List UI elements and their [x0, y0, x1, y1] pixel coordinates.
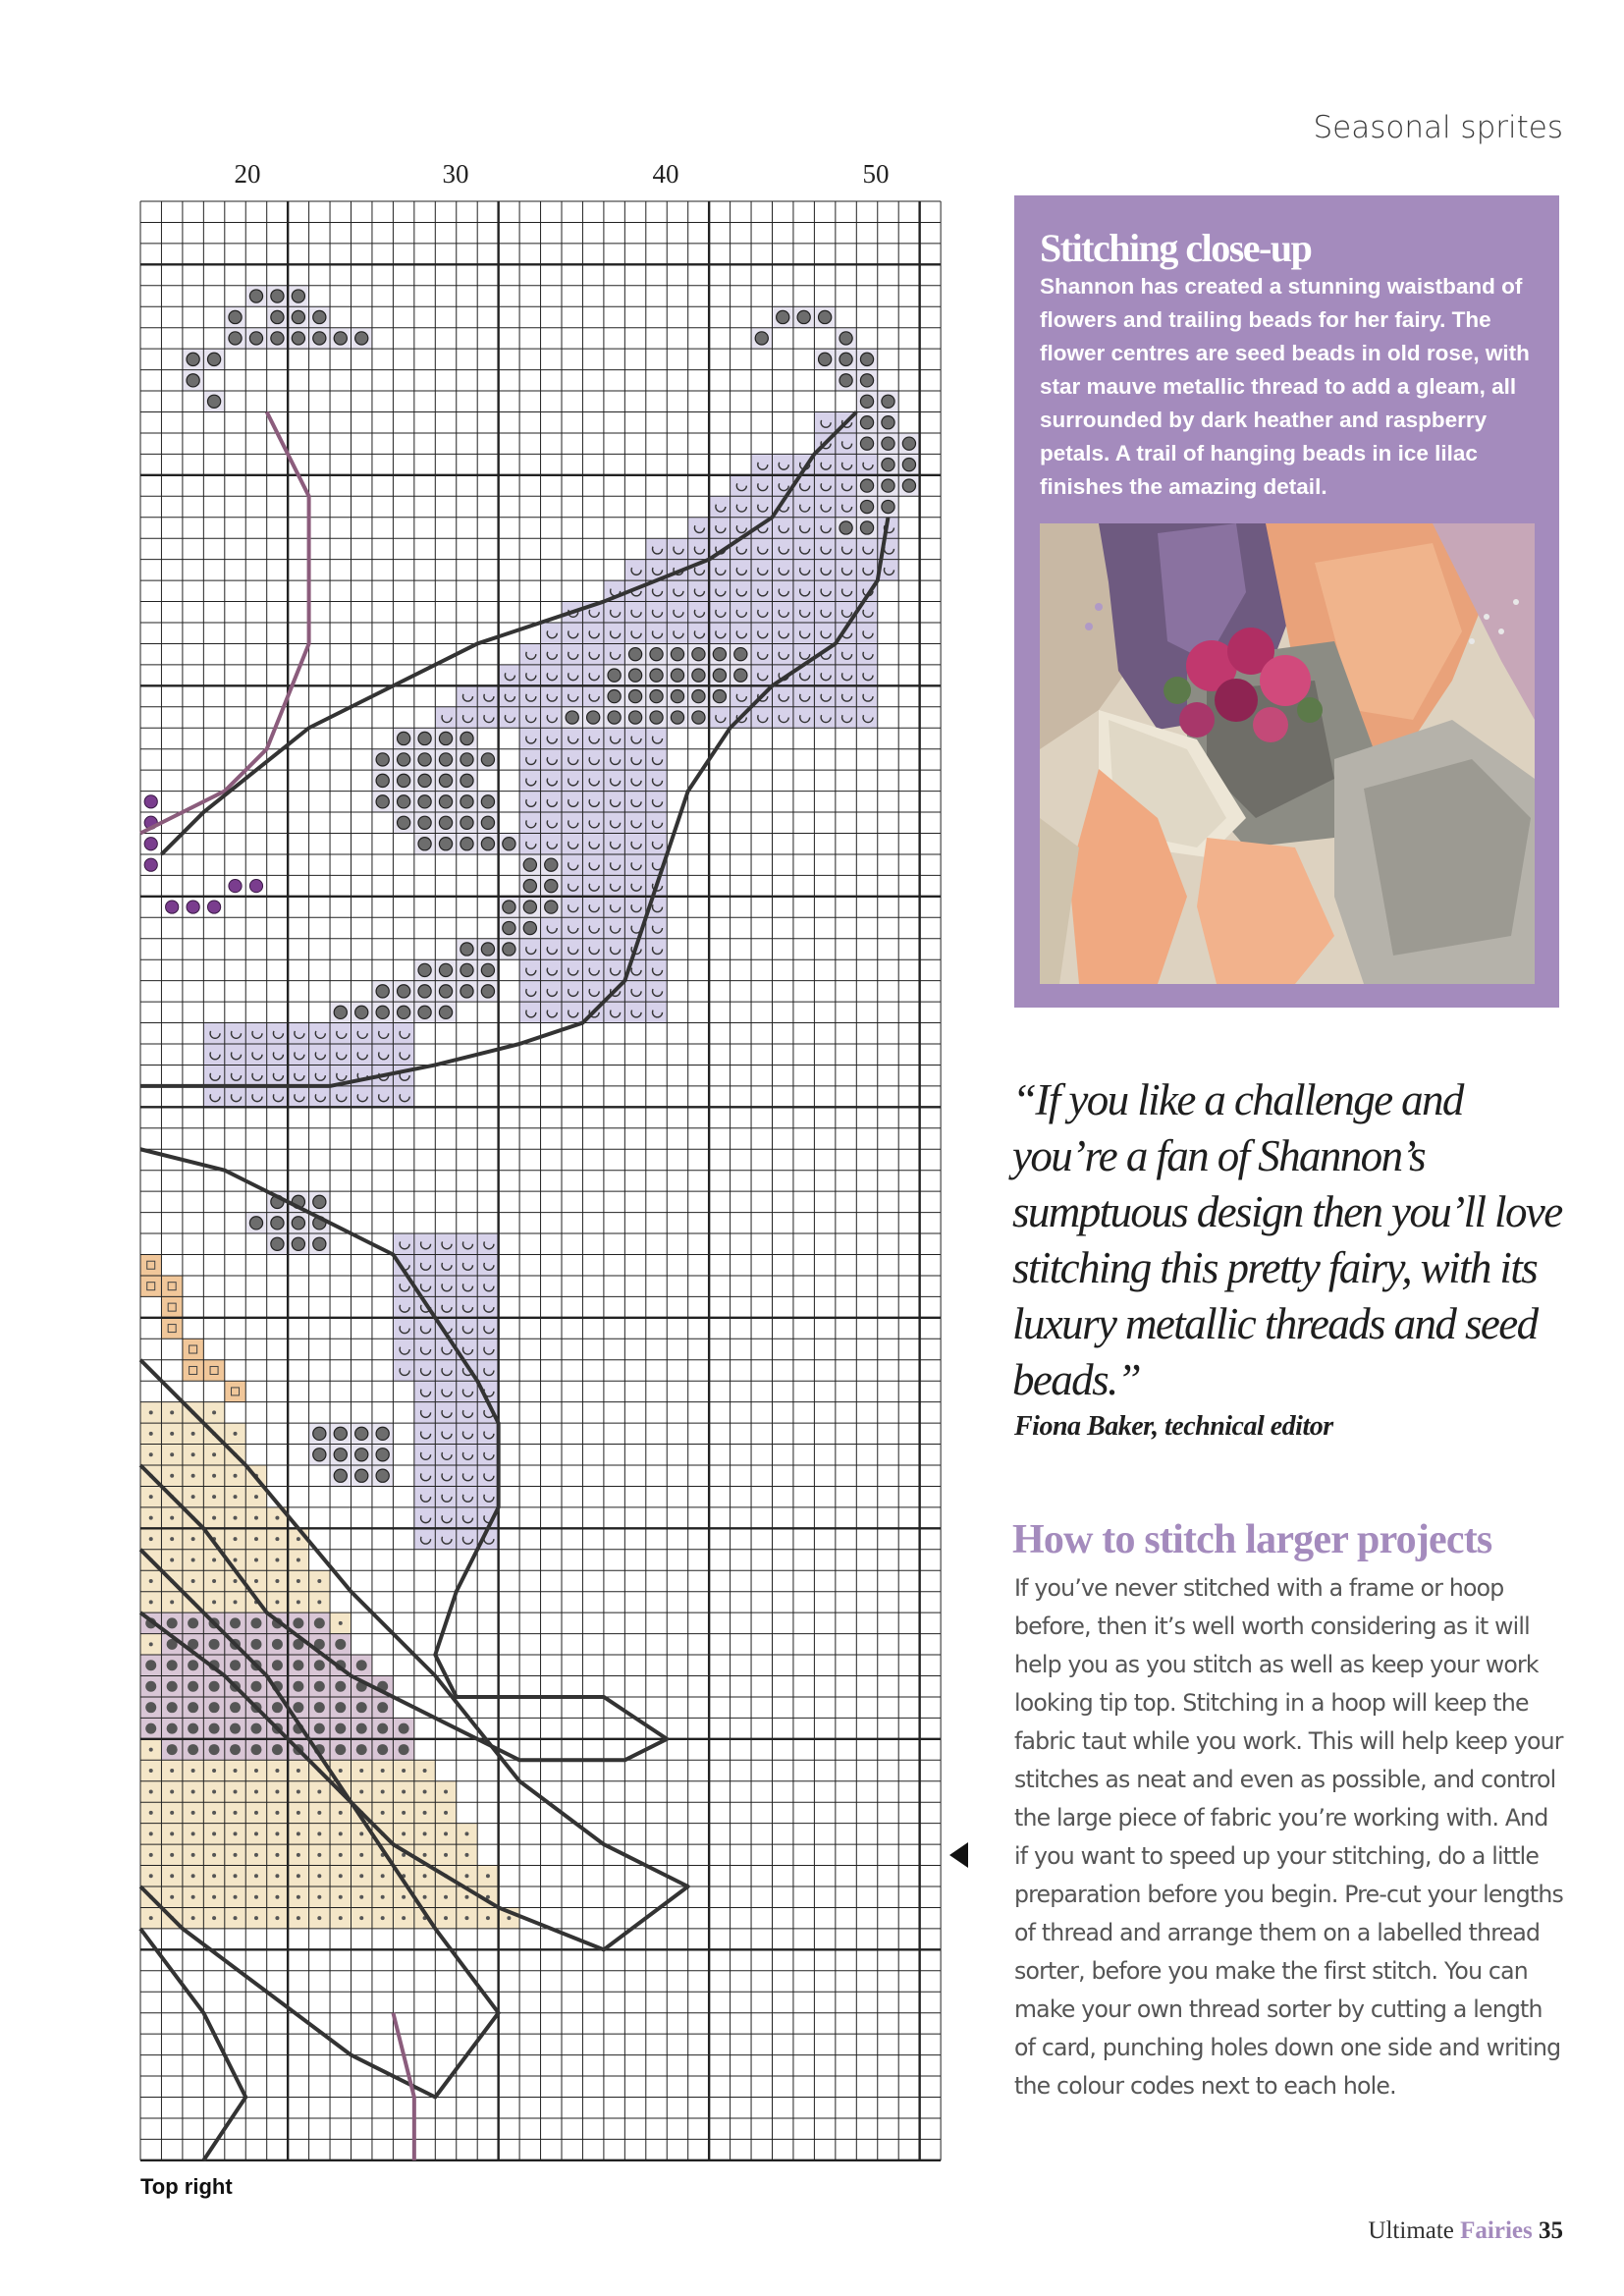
closeup-title: Stitching close-up [1040, 226, 1312, 270]
closeup-photo [1040, 523, 1535, 984]
center-arrow-icon [949, 1842, 968, 1868]
stitching-closeup-panel [1014, 195, 1559, 1008]
howto-heading: How to stitch larger projects [1012, 1517, 1492, 1562]
footer-magazine: Ultimate [1368, 2217, 1454, 2244]
page-number: 35 [1539, 2217, 1563, 2244]
pull-quote: “If you like a challenge and you’re a fan of Shannon’s sumptuous design then you’ll love stitching this pretty fairy, with its luxury metallic threads and seed beads.” [1012, 1075, 1562, 1404]
cross-stitch-chart [137, 159, 945, 2166]
column-number-20: 20 [234, 159, 261, 189]
howto-body: If you’ve never stitched with a frame or hoop before, then it’s well worth considering as it will help you as you stitch as well as keep your work looking tip top. Stitching in a hoop will keep the fabric taut while you work. This will help keep your stitches as neat and even as possible, and control the large piece of fabric you’re working with. And if you want to speed up your stitching, do a little preparation before you begin. Pre-cut your lengths of thread and arrange them on a labelled thread sorter, before you make the first stitch. You can make your own thread sorter by cutting a length of card, punching holes down one side and writing the colour codes next to each hole. [1014, 1574, 1563, 2100]
column-number-30: 30 [442, 159, 469, 189]
section-title: Seasonal sprites [1313, 110, 1563, 145]
quote-attribution: Fiona Baker, technical editor [1014, 1411, 1333, 1442]
chart-caption: Top right [140, 2174, 233, 2199]
footer-accent-word: Fairies [1460, 2217, 1533, 2244]
page-footer [1368, 2217, 1563, 2245]
column-number-40: 40 [652, 159, 679, 189]
closeup-text: Shannon has created a stunning waistband of flowers and trailing beads for her fairy. The flower centres are seed beads in old rose, with star mauve metallic thread to add a gleam, all surrounded by dark heather and raspberry petals. A trail of hanging beads in ice lilac finishes the amazing detail. [1040, 274, 1530, 499]
chart-grid [137, 167, 945, 2166]
column-number-50: 50 [862, 159, 890, 189]
